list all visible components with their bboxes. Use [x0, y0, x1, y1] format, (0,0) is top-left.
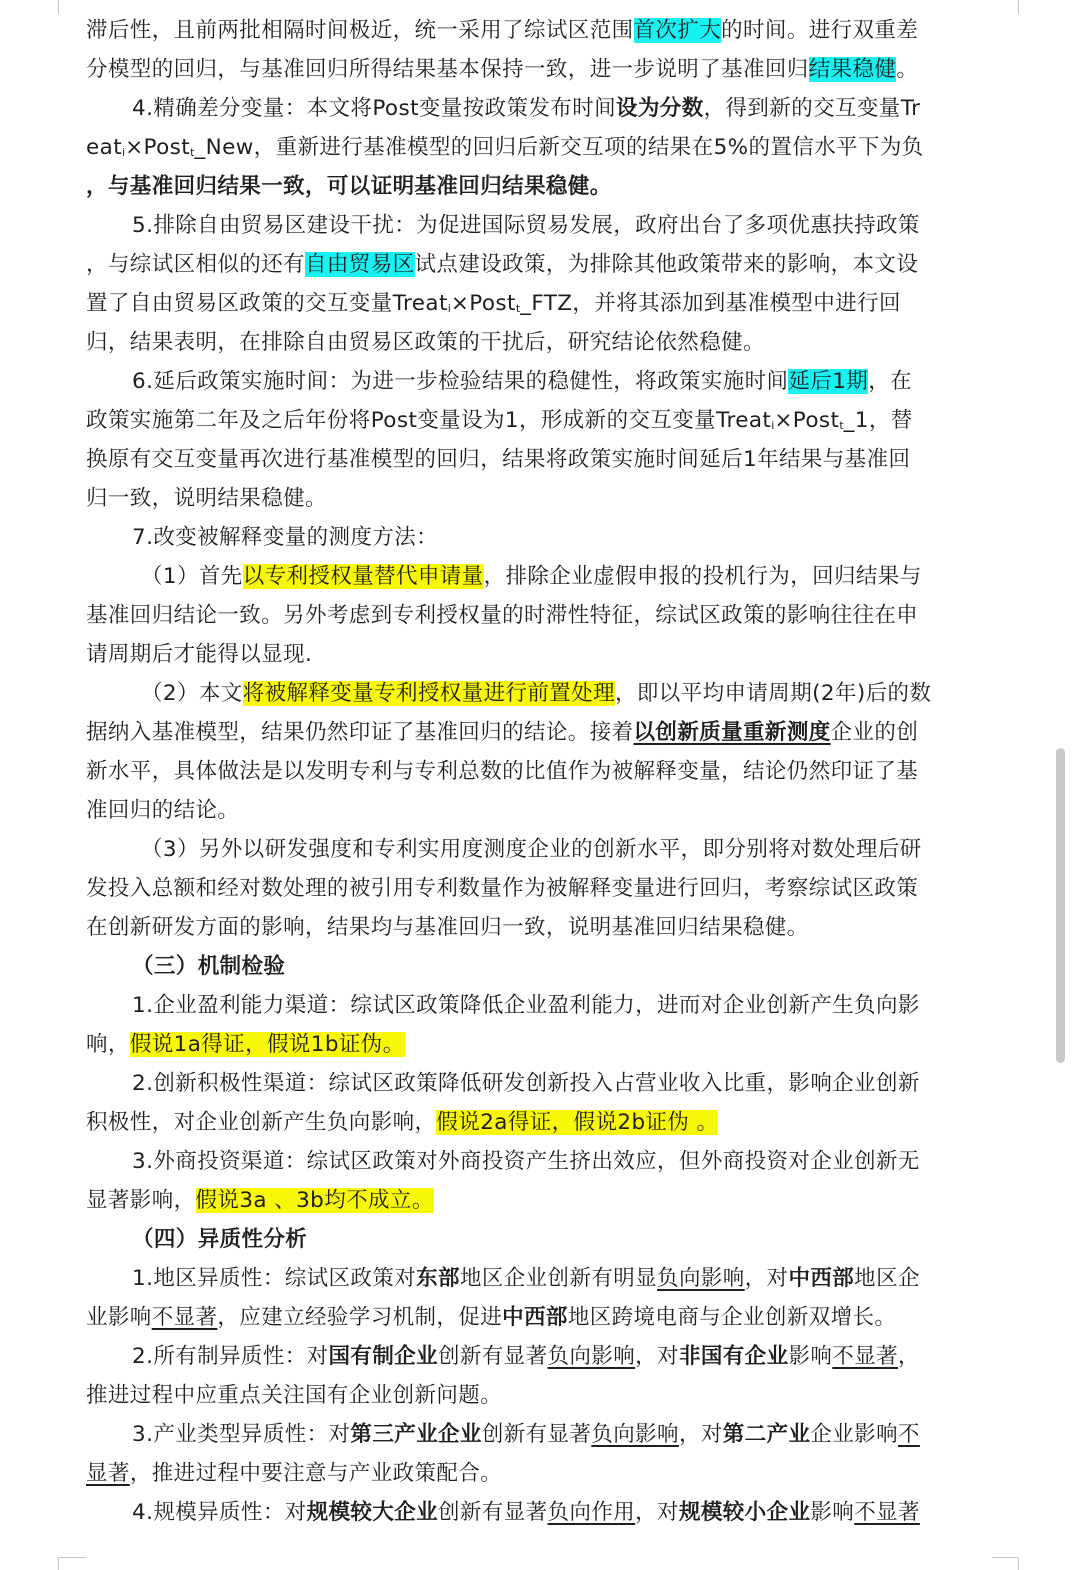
text-run: 国有制企业	[328, 1344, 439, 1369]
text-run: 负向作用	[547, 1500, 636, 1525]
text-run: 推进过程中应重点关注国有企业创新问题。	[86, 1383, 503, 1408]
text-run: 不显著	[832, 1344, 898, 1369]
text-run: 以创新质量重新测度	[633, 720, 831, 745]
text-line	[141, 681, 931, 711]
text-run: 负向影响	[657, 1266, 745, 1291]
text-run: 中西部	[502, 1305, 568, 1330]
text-line	[132, 525, 438, 555]
text-run: ×Post	[450, 291, 516, 316]
text-run: 负向影响	[591, 1422, 679, 1447]
text-line	[86, 1305, 896, 1335]
subscript: i	[447, 302, 451, 315]
text-run: 负向影响	[547, 1344, 636, 1369]
text-line	[132, 993, 920, 1023]
vertical-scrollbar[interactable]	[1056, 748, 1065, 1063]
text-line	[132, 1344, 920, 1374]
text-line	[86, 1110, 718, 1140]
text-run: 准回归的结论。	[86, 798, 240, 823]
text-run: ，得到新的交互变量Tr	[703, 96, 921, 121]
text-run: 4.规模异质性：对	[132, 1500, 307, 1525]
text-run: ，在	[868, 369, 913, 394]
text-line	[86, 486, 327, 516]
text-line	[86, 759, 918, 789]
text-run: 影响	[788, 1344, 833, 1369]
text-run: 新水平，具体做法是以发明专利与专利总数的比值作为被解释变量，结论仍然印证了基	[86, 759, 919, 784]
text-run: 2.所有制异质性：对	[132, 1344, 329, 1369]
text-line	[132, 1149, 920, 1179]
text-run: 2.创新积极性渠道：综试区政策降低研发创新投入占营业收入比重，影响企业创新	[132, 1071, 920, 1096]
text-run: （三）机制检验	[132, 954, 286, 979]
text-run: 创新有显著	[481, 1422, 592, 1447]
text-run: 政策实施第二年及之后年份将Post变量设为1，形成新的交互变量Treat	[86, 408, 772, 433]
subscript: t	[839, 419, 844, 432]
text-run: 的时间。进行双重差	[721, 18, 919, 43]
highlight: 首次扩大	[633, 18, 722, 43]
page-corner-mark	[992, 1557, 1018, 1558]
text-run: 规模较小企业	[678, 1500, 811, 1525]
text-run: 3.外商投资渠道：综试区政策对外商投资产生挤出效应，但外商投资对企业创新无	[132, 1149, 920, 1174]
page-corner-mark	[58, 1557, 86, 1558]
text-line	[86, 642, 312, 672]
text-line	[132, 96, 920, 126]
text-run: 试点建设政策，为排除其他政策带来的影响，本文设	[414, 252, 919, 277]
highlight: 假说3a 、3b均不成立。	[195, 1188, 434, 1213]
text-run: 7.改变被解释变量的测度方法：	[132, 525, 439, 550]
text-run: 发投入总额和经对数处理的被引用专利数量作为被解释变量进行回归，考察综试区政策	[86, 876, 919, 901]
text-line	[86, 135, 924, 165]
text-run: ，对	[635, 1344, 679, 1369]
text-run: ，即以平均申请周期(2年)后的数	[615, 681, 932, 706]
text-run: 地区跨境电商与企业创新双增长。	[567, 1305, 897, 1330]
text-run: 基准回归结论一致。另外考虑到专利授权量的时滞性特征，综试区政策的影响往往在申	[86, 603, 919, 628]
text-run: 设为分数	[616, 96, 704, 121]
text-line	[141, 564, 922, 594]
text-run: ×Post	[774, 408, 840, 433]
text-line	[86, 915, 809, 945]
text-line	[86, 1383, 502, 1413]
text-run: 东部	[416, 1266, 460, 1291]
text-run: 在创新研发方面的影响，结果均与基准回归一致，说明基准回归结果稳健。	[86, 915, 809, 940]
text-run: 归，结果表明，在排除自由贸易区政策的干扰后，研究结论依然稳健。	[86, 330, 765, 355]
text-run: 。	[896, 57, 919, 82]
subscript: i	[771, 419, 775, 432]
text-run: 归一致，说明结果稳健。	[86, 486, 327, 511]
subscript: t	[190, 146, 195, 159]
page-corner-mark	[1018, 1558, 1019, 1570]
text-run: _New，重新进行基准模型的回归后新交互项的结果在5%的置信水平下为负	[194, 135, 924, 160]
text-run: 创新有显著	[438, 1344, 548, 1369]
text-run: （3）另外以研发强度和专利实用度测度企业的创新水平，即分别将对数处理后研	[141, 837, 922, 862]
text-run: 4.精确差分变量：本文将Post变量按政策发布时间	[132, 96, 616, 121]
text-run: 显著影响，	[86, 1188, 196, 1213]
section-heading	[132, 954, 285, 984]
text-run: _1，替	[843, 408, 913, 433]
text-run: 影响	[810, 1500, 855, 1525]
text-run: 积极性，对企业创新产生负向影响，	[86, 1110, 437, 1135]
text-run: 分模型的回归，与基准回归所得结果基本保持一致，进一步说明了基准回归	[86, 57, 809, 82]
text-run: （2）本文	[141, 681, 243, 706]
text-run: ，推进过程中要注意与产业政策配合。	[129, 1461, 503, 1486]
highlight: 将被解释变量专利授权量进行前置处理	[242, 681, 615, 706]
text-line	[86, 1032, 405, 1062]
text-line	[86, 174, 612, 204]
text-run: 响，	[86, 1032, 130, 1057]
text-line	[86, 18, 918, 48]
text-run: 1.地区异质性：综试区政策对	[132, 1266, 417, 1291]
text-run: ，对	[678, 1422, 723, 1447]
text-line	[132, 1422, 920, 1452]
highlight: 自由贸易区	[305, 252, 415, 277]
text-run: 规模较大企业	[306, 1500, 439, 1525]
text-line	[132, 1500, 920, 1530]
text-run: 换原有交互变量再次进行基准模型的回归，结果将政策实施时间延后1年结果与基准回	[86, 447, 911, 472]
text-run: ，应建立经验学习机制，促进	[217, 1305, 503, 1330]
text-run: 创新有显著	[438, 1500, 548, 1525]
text-run: 不显著	[854, 1500, 920, 1525]
subscript: i	[122, 146, 126, 159]
text-line	[86, 798, 239, 828]
text-run: 非国有企业	[678, 1344, 789, 1369]
text-line	[132, 1071, 920, 1101]
text-run: （1）首先	[141, 564, 243, 589]
highlight: 结果稳健	[808, 57, 897, 82]
text-run: 中西部	[788, 1266, 855, 1291]
text-run: 企业影响	[810, 1422, 898, 1447]
highlight: 假说2a得证，假说2b证伪 。	[436, 1110, 719, 1135]
page-corner-mark	[58, 1558, 59, 1570]
text-run: ，与基准回归结果一致，可以证明基准回归结果稳健。	[86, 174, 612, 199]
page-corner-mark	[1018, 0, 1019, 14]
text-run: （四）异质性分析	[132, 1227, 308, 1252]
subscript: t	[515, 302, 521, 315]
text-line	[86, 720, 918, 750]
text-run: 第二产业	[722, 1422, 811, 1447]
text-run: 第三产业企业	[350, 1422, 482, 1447]
text-run: 地区企	[854, 1266, 920, 1291]
text-run: ，对	[744, 1266, 789, 1291]
highlight: 以专利授权量替代申请量	[242, 564, 484, 589]
text-run: 滞后性，且前两批相隔时间极近，统一采用了综试区范围	[86, 18, 634, 43]
text-run: 5.排除自由贸易区建设干扰：为促进国际贸易发展，政府出台了多项优惠扶持政策	[132, 213, 920, 238]
text-run: _FTZ，并将其添加到基准模型中进行回	[520, 291, 901, 316]
text-run: 1.企业盈利能力渠道：综试区政策降低企业盈利能力，进而对企业创新产生负向影	[132, 993, 920, 1018]
text-run: 不显著	[151, 1305, 218, 1330]
text-line	[86, 1461, 502, 1491]
highlight: 假说1a得证，假说1b证伪。	[129, 1032, 405, 1057]
text-line	[132, 213, 920, 243]
text-line	[86, 447, 910, 477]
text-run: ×Post	[125, 135, 191, 160]
text-line	[86, 876, 918, 906]
text-run: 地区企业创新有明显	[459, 1266, 658, 1291]
text-run: 企业的创	[830, 720, 919, 745]
text-run: 6.延后政策实施时间：为进一步检验结果的稳健性，将政策实施时间	[132, 369, 789, 394]
text-run: 请周期后才能得以显现.	[86, 642, 313, 667]
text-run: 显著	[86, 1461, 130, 1486]
text-line	[86, 330, 765, 360]
text-line	[86, 252, 918, 282]
page-corner-mark	[58, 0, 59, 14]
text-run: ，排除企业虚假申报的投机行为，回归结果与	[483, 564, 922, 589]
text-run: 不	[897, 1422, 920, 1447]
text-run: ，对	[635, 1500, 679, 1525]
text-line	[141, 837, 922, 867]
text-line	[86, 408, 913, 438]
text-run: eat	[86, 135, 123, 160]
section-heading	[132, 1227, 307, 1257]
text-run: 业影响	[86, 1305, 152, 1330]
text-line	[86, 1188, 434, 1218]
text-run: 置了自由贸易区政策的交互变量Treat	[86, 291, 448, 316]
text-line	[86, 57, 918, 87]
text-line	[132, 369, 912, 399]
text-run: 3.产业类型异质性：对	[132, 1422, 351, 1447]
text-run: ，	[898, 1344, 920, 1369]
text-line	[132, 1266, 920, 1296]
text-line	[86, 603, 918, 633]
text-run: ，与综试区相似的还有	[86, 252, 306, 277]
text-line	[86, 291, 901, 321]
text-run: 据纳入基准模型，结果仍然印证了基准回归的结论。接着	[86, 720, 634, 745]
highlight: 延后1期	[788, 369, 869, 394]
